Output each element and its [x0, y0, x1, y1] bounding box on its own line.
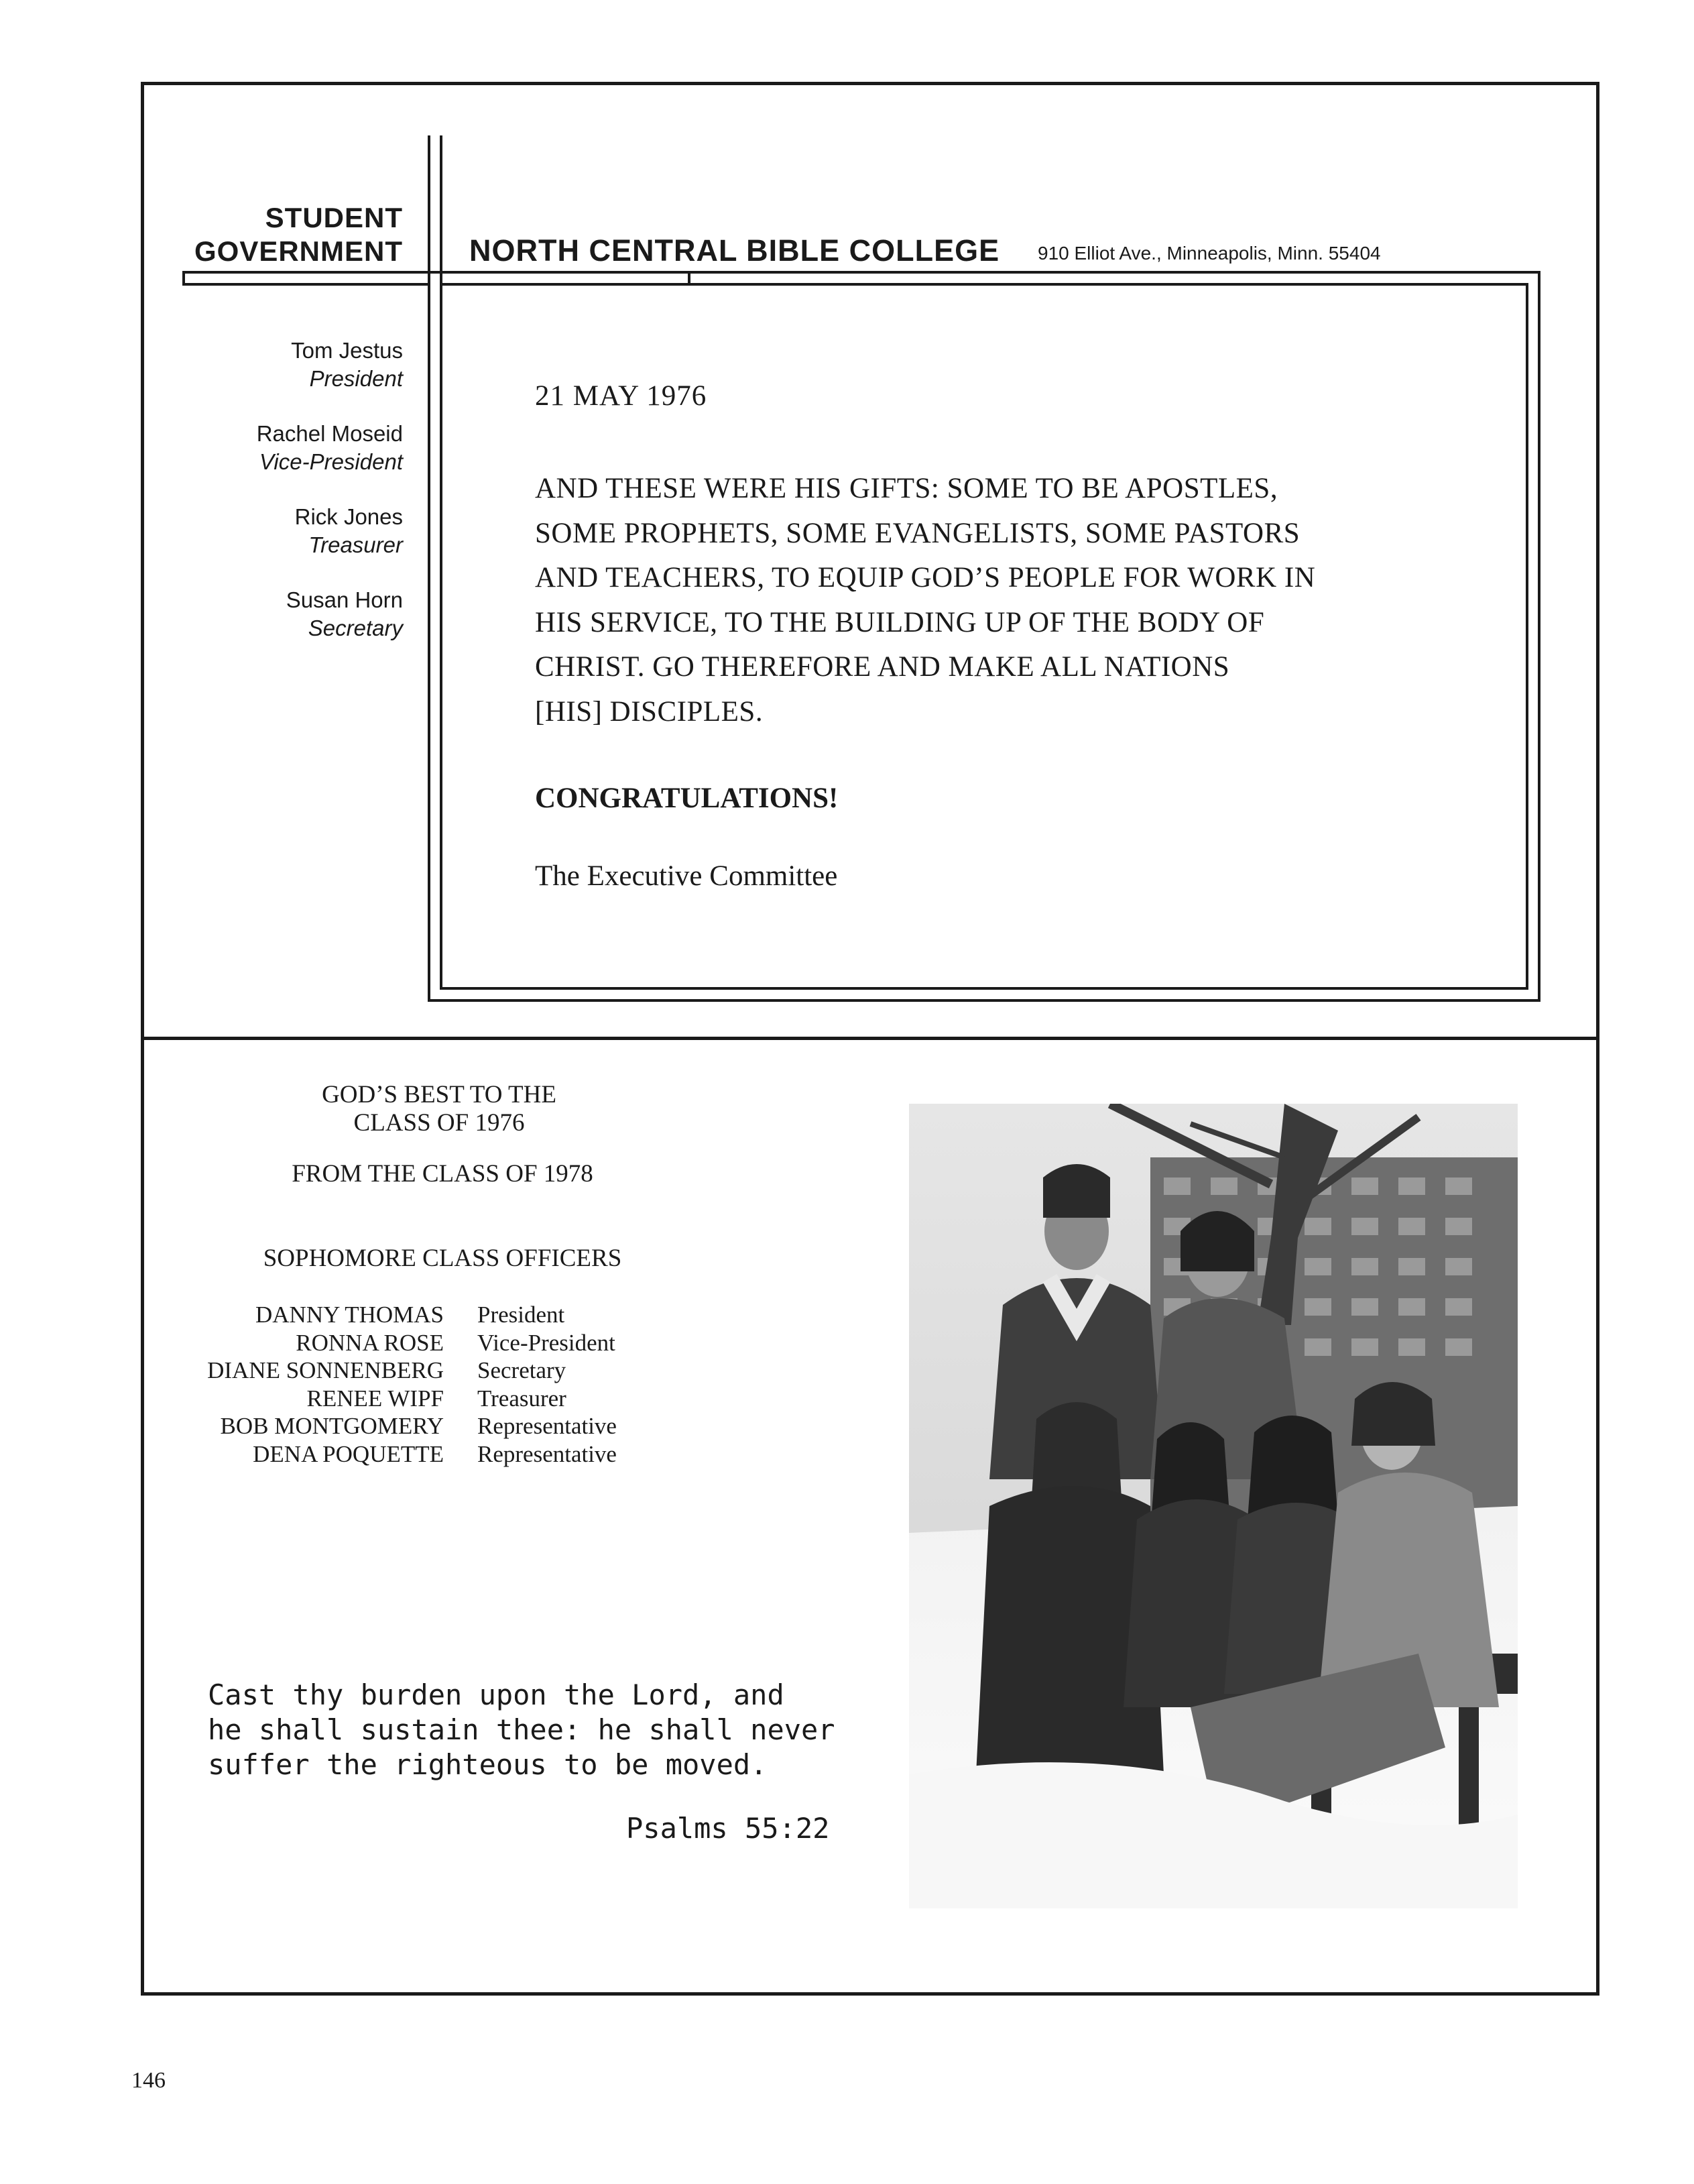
letter-line: [HIS] DISCIPLES. [535, 695, 764, 728]
letter-line: SOME PROPHETS, SOME EVANGELISTS, SOME PASTORS [535, 517, 1300, 549]
scripture-reference: Psalms 55:22 [626, 1812, 830, 1845]
class-officer-name: DANNY THOMAS [255, 1302, 444, 1328]
class-officer-names [134, 1301, 444, 1468]
class-officer-name: DIANE SONNENBERG [207, 1357, 444, 1383]
class-officer-title: Treasurer [477, 1385, 566, 1412]
officer-name: Rachel Moseid [256, 421, 403, 446]
college-name: NORTH CENTRAL BIBLE COLLEGE [469, 233, 1000, 268]
page-number: 146 [131, 2068, 166, 2093]
officer-role: Vice-President [259, 449, 403, 474]
letterhead-rule [182, 283, 430, 286]
class-officer-title: Secretary [477, 1357, 566, 1383]
sophomore-officers-title: SOPHOMORE CLASS OFFICERS [263, 1245, 622, 1272]
letterhead-gap [430, 671, 440, 675]
student-government-officers [257, 337, 403, 669]
student-government-title [194, 201, 403, 268]
letter-line: CHRIST. GO THEREFORE AND MAKE ALL NATIONS [535, 651, 1230, 683]
class-officer-title: Representative [477, 1440, 617, 1467]
officer-name: Susan Horn [286, 587, 403, 612]
officer-entry [257, 420, 403, 476]
letter-date: 21 MAY 1976 [535, 380, 707, 412]
college-address: 910 Elliot Ave., Minneapolis, Minn. 55404 [1038, 243, 1381, 264]
officer-entry [257, 503, 403, 559]
officer-role: President [309, 366, 403, 391]
verse-line: suffer the righteous to be moved. [208, 1748, 768, 1781]
class-from: FROM THE CLASS OF 1978 [292, 1160, 593, 1188]
letter-signature: The Executive Committee [535, 860, 838, 892]
verse-line: he shall sustain thee: he shall never [208, 1713, 835, 1746]
officer-role: Secretary [308, 616, 403, 640]
class-officers-photo [909, 1104, 1518, 1908]
org-line-1: STUDENT [265, 202, 403, 233]
org-line-2: GOVERNMENT [194, 235, 403, 267]
class-officer-title: President [477, 1302, 565, 1328]
letterhead-rule [182, 271, 185, 286]
letter-line: HIS SERVICE, TO THE BUILDING UP OF THE BODY OF [535, 606, 1265, 638]
class-officer-name: DENA POQUETTE [253, 1440, 444, 1467]
letterhead-rule [182, 271, 430, 274]
letter-congratulations: CONGRATULATIONS! [535, 783, 839, 814]
officer-name: Tom Jestus [291, 338, 403, 363]
class-officer-name: BOB MONTGOMERY [220, 1413, 444, 1439]
class-heading [288, 1081, 590, 1137]
class-officer-titles [477, 1301, 617, 1468]
class-heading-line-1: GOD’S BEST TO THE [322, 1081, 556, 1108]
section-divider [141, 1037, 1599, 1040]
verse-line: Cast thy burden upon the Lord, and [208, 1678, 784, 1711]
officer-entry [257, 586, 403, 642]
class-officer-title: Representative [477, 1413, 617, 1439]
class-heading-line-2: CLASS OF 1976 [353, 1109, 525, 1137]
letter-line: AND TEACHERS, TO EQUIP GOD’S PEOPLE FOR WORK IN [535, 562, 1316, 593]
class-officer-name: RONNA ROSE [296, 1329, 444, 1356]
officer-role: Treasurer [308, 532, 403, 557]
scripture-verse [208, 1678, 835, 1782]
class-officer-name: RENEE WIPF [306, 1385, 444, 1412]
officer-entry [257, 337, 403, 393]
letter-body [535, 467, 1473, 734]
officer-name: Rick Jones [294, 504, 403, 529]
letter-line: AND THESE WERE HIS GIFTS: SOME TO BE APOSTLES, [535, 473, 1278, 504]
class-officer-title: Vice-President [477, 1329, 615, 1356]
